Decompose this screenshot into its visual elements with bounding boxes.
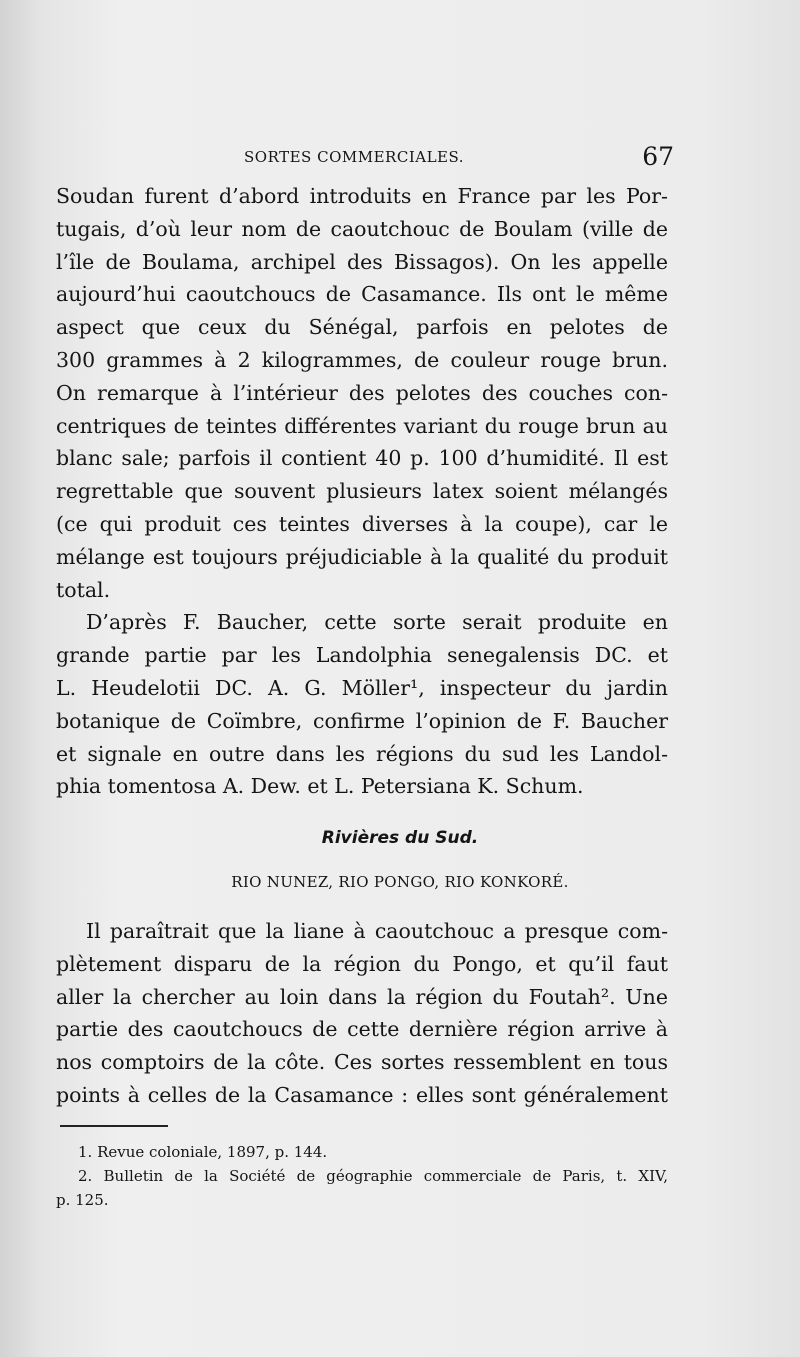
running-title: SORTES COMMERCIALES.	[244, 148, 464, 166]
text-line: L. Heudelotii DC. A. G. Möller¹, inspecteur du jardin	[56, 675, 668, 700]
text-line: tugais, d’où leur nom de caoutchouc de Boulam (ville de	[56, 216, 668, 241]
text-line: partie des caoutchoucs de cette dernière région arrive à	[56, 1017, 668, 1042]
text-line: Soudan furent d’abord introduits en France par les Por-	[56, 184, 668, 208]
text-line: aspect que ceux du Sénégal, parfois en pelotes de	[56, 315, 668, 340]
text-line: points à celles de la Casamance : elles sont généralement	[56, 1082, 668, 1107]
text-line: botanique de Coïmbre, confirme l’opinion de F. Baucher	[56, 708, 668, 733]
text-line: On remarque à l’intérieur des pelotes des couches con-	[56, 380, 668, 405]
footnotes	[56, 1140, 668, 1212]
text-line: blanc sale; parfois il contient 40 p. 100 d’humidité. Il est	[56, 446, 668, 471]
text-line: phia tomentosa A. Dew. et L. Petersiana K. Schum.	[56, 774, 584, 799]
text-line: regrettable que souvent plusieurs latex soient mélangés	[56, 479, 668, 504]
text-line: plètement disparu de la région du Pongo, et qu’il faut	[56, 951, 668, 976]
text-line: centriques de teintes différentes variant du rouge brun au	[56, 413, 668, 438]
page-number: 67	[642, 142, 674, 171]
section-subtitle: RIO NUNEZ, RIO PONGO, RIO KONKORÉ.	[231, 873, 569, 891]
text-line: aller la chercher au loin dans la région du Foutah². Une	[56, 984, 668, 1009]
body-text-top	[56, 180, 668, 803]
text-line: et signale en outre dans les régions du sud les Landol-	[56, 741, 668, 766]
text-line: l’île de Boulama, archipel des Bissagos). On les appelle	[56, 249, 668, 274]
text-line: total.	[56, 577, 111, 602]
text-line: aujourd’hui caoutchoucs de Casamance. Ils ont le même	[56, 282, 668, 307]
text-line: mélange est toujours préjudiciable à la qualité du produit	[56, 544, 668, 569]
footnote: 2. Bulletin de la Société de géographie commerciale de Paris, t. XIV,	[78, 1167, 668, 1185]
body-text-bottom	[56, 915, 668, 1112]
text-line: 300 grammes à 2 kilogrammes, de couleur rouge brun.	[56, 347, 668, 372]
text-line: grande partie par les Landolphia senegalensis DC. et	[56, 643, 668, 668]
text-line: nos comptoirs de la côte. Ces sortes ressemblent en tous	[56, 1050, 668, 1075]
text-line: D’après F. Baucher, cette sorte serait produite en	[86, 610, 668, 635]
text-line: Il paraîtrait que la liane à caoutchouc a presque com-	[86, 919, 668, 943]
footnote: 1. Revue coloniale, 1897, p. 144.	[78, 1143, 328, 1161]
footnote: p. 125.	[56, 1191, 109, 1209]
section-title: Rivières du Sud.	[321, 828, 479, 848]
footnote-rule	[60, 1125, 168, 1127]
text-line: (ce qui produit ces teintes diverses à la coupe), car le	[56, 511, 668, 536]
